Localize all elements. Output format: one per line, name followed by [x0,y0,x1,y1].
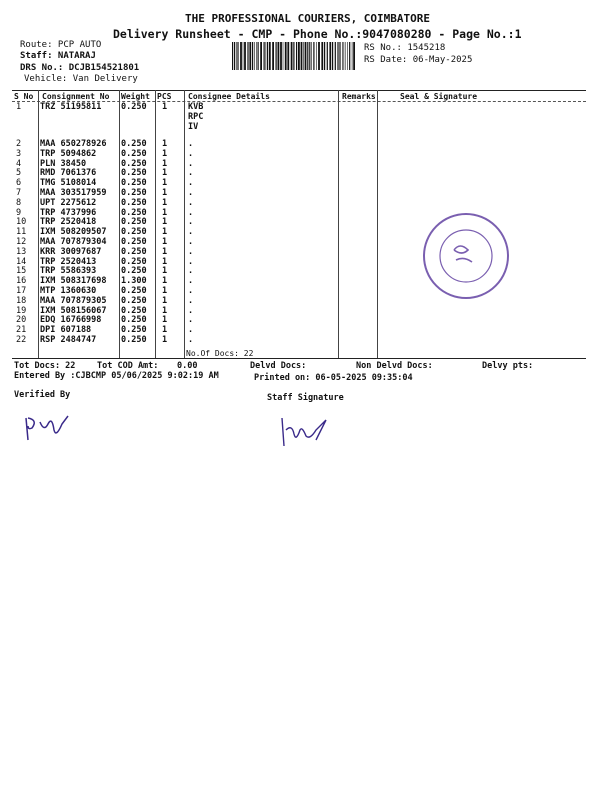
table-bottom-rule [12,358,586,359]
row-pcs: 1 [162,246,168,257]
row-sno: 1 [16,102,22,112]
row-pcs: 1 [162,148,168,159]
table-row [12,159,212,169]
staff-label: Staff: NATARAJ [20,51,96,61]
row-consignment-no: IXM 508209507 [40,227,107,238]
row-weight: 0.250 [121,325,147,336]
row-sno: 22 [16,335,27,345]
row-consignment-no: TRP 4737996 [40,207,97,218]
non-delvd-docs: Non Delvd Docs: [356,361,433,371]
row-consignment-no: MAA 303517959 [40,188,107,198]
table-row [12,217,212,227]
row-consignee: . [188,148,194,159]
company-title: THE PROFESSIONAL COURIERS, COIMBATORE [185,12,431,25]
table-row [12,178,212,188]
row-pcs: 1 [162,315,168,326]
row-consignee: . [188,246,194,257]
row-consignee: . [188,256,194,267]
barcode-image [232,42,356,70]
row-weight: 0.250 [121,207,147,218]
table-row [12,198,212,208]
row-pcs: 1 [162,207,168,218]
row-sno: 4 [16,158,22,169]
row-sno: 7 [16,188,22,198]
row-weight: 0.250 [121,246,147,257]
table-row [12,149,212,159]
row-consignee: . [188,207,194,218]
row-consignee: . [188,217,194,228]
rs-number: RS No.: 1545218 [364,43,446,53]
tot-docs: Tot Docs: 22 [14,361,76,371]
row-weight: 0.250 [121,266,147,277]
row-consignment-no: TMG 5108014 [40,178,97,189]
row-consignment-no: EDQ 16766998 [40,315,102,326]
no-of-docs: No.Of Docs: 22 [186,349,254,358]
col-divider [338,90,339,358]
staff-signature [276,410,346,452]
col-header-pcs: PCS [157,92,172,101]
row-weight: 0.250 [121,148,147,159]
row-weight: 0.250 [121,139,147,149]
table-row [12,102,212,132]
row-pcs: 1 [162,276,168,287]
row-consignee: . [188,295,194,306]
row-weight: 0.250 [121,217,147,228]
row-weight: 0.250 [121,102,147,112]
row-pcs: 1 [162,335,168,345]
row-consignment-no: IXM 508317698 [40,276,107,287]
row-pcs: 1 [162,158,168,169]
row-weight: 0.250 [121,158,147,169]
row-sno: 6 [16,178,22,189]
row-consignment-no: MTP 1360630 [40,286,97,296]
row-sno: 2 [16,139,22,149]
row-consignment-no: IXM 508156067 [40,305,107,316]
table-row [12,168,212,178]
row-pcs: 1 [162,295,168,306]
row-weight: 0.250 [121,197,147,208]
row-consignment-no: KRR 30097687 [40,246,102,257]
tot-cod-amount: 0.00 [177,361,198,371]
table-row [12,257,212,267]
row-weight: 0.250 [121,315,147,326]
row-consignment-no: DPI 607188 [40,325,92,336]
row-consignee: . [188,305,194,316]
row-consignee: . [188,276,194,287]
staff-signature-label: Staff Signature [267,393,344,403]
tot-cod-label: Tot COD Amt: [97,361,159,371]
row-sno: 20 [16,315,27,326]
table-row [12,227,212,237]
row-pcs: 1 [162,325,168,336]
row-sno: 9 [16,207,22,218]
col-header-consignment: Consignment No [42,92,110,101]
row-pcs: 1 [162,266,168,277]
row-weight: 0.250 [121,237,147,247]
row-consignment-no: TRZ 51195811 [40,102,102,112]
row-sno: 17 [16,286,27,296]
row-consignee: . [188,158,194,169]
row-sno: 16 [16,276,27,287]
row-pcs: 1 [162,286,168,296]
row-consignee: . [188,227,194,238]
vehicle-label: Vehicle: Van Delivery [24,74,138,84]
row-pcs: 1 [162,217,168,228]
row-pcs: 1 [162,237,168,247]
delvd-docs: Delvd Docs: [250,361,307,371]
table-row [12,306,212,316]
row-weight: 0.250 [121,178,147,189]
col-header-weight: Weight [121,92,150,101]
row-weight: 1.300 [121,276,147,287]
bank-seal-stamp [420,210,512,302]
row-consignee: . [188,266,194,277]
row-pcs: 1 [162,102,168,112]
row-weight: 0.250 [121,256,147,267]
row-consignment-no: MAA 707879305 [40,295,107,306]
rs-date: RS Date: 06-May-2025 [364,55,473,65]
table-row [12,325,212,335]
row-sno: 15 [16,266,27,277]
row-pcs: 1 [162,227,168,238]
row-weight: 0.250 [121,305,147,316]
row-pcs: 1 [162,197,168,208]
route-label: Route: PCP AUTO [20,40,102,50]
col-header-consignee: Consignee Details [188,92,270,101]
row-weight: 0.250 [121,286,147,296]
row-sno: 21 [16,325,27,336]
row-sno: 13 [16,246,27,257]
row-pcs: 1 [162,188,168,198]
col-header-sno: S No [14,92,34,101]
row-sno: 11 [16,227,27,238]
row-consignee: . [188,325,194,336]
row-weight: 0.250 [121,168,147,179]
table-row [12,286,212,296]
row-consignment-no: MAA 707879304 [40,237,107,247]
row-pcs: 1 [162,139,168,149]
row-consignee: . [188,335,194,345]
row-consignee: . [188,315,194,326]
table-row [12,296,212,306]
row-sno: 12 [16,237,27,247]
row-consignment-no: TRP 5094862 [40,148,97,159]
delvy-pts: Delvy pts: [482,361,534,371]
table-row [12,208,212,218]
table-row [12,139,212,149]
row-consignment-no: MAA 650278926 [40,139,107,149]
table-row [12,247,212,257]
row-sno: 14 [16,256,27,267]
table-row [12,315,212,325]
col-header-seal-signature: Seal & Signature [400,92,478,101]
row-consignment-no: PLN 38450 [40,158,87,169]
row-weight: 0.250 [121,335,147,345]
row-consignment-no: RMD 7061376 [40,168,97,179]
verifier-signature [18,410,78,445]
row-consignee: KVB RPC IV [188,102,204,132]
row-consignment-no: TRP 5586393 [40,266,97,277]
row-pcs: 1 [162,178,168,189]
entered-by: Entered By :CJBCMP 05/06/2025 9:02:19 AM [14,371,219,381]
row-consignment-no: UPT 2275612 [40,197,97,208]
row-pcs: 1 [162,305,168,316]
printed-on: Printed on: 06-05-2025 09:35:04 [254,373,413,383]
table-row [12,335,212,345]
table-top-rule [12,90,586,91]
row-consignee: . [188,178,194,189]
drs-number: DRS No.: DCJB154521801 [20,63,140,73]
row-sno: 5 [16,168,22,179]
row-sno: 19 [16,305,27,316]
col-divider [377,90,378,358]
verified-by-label: Verified By [14,390,71,400]
row-consignee: . [188,286,194,296]
row-consignment-no: TRP 2520413 [40,256,97,267]
row-weight: 0.250 [121,188,147,198]
table-row [12,276,212,286]
row-sno: 3 [16,148,22,159]
row-sno: 10 [16,217,27,228]
table-row [12,188,212,198]
row-consignee: . [188,168,194,179]
row-consignee: . [188,237,194,247]
row-consignee: . [188,197,194,208]
row-pcs: 1 [162,168,168,179]
row-pcs: 1 [162,256,168,267]
row-weight: 0.250 [121,227,147,238]
row-sno: 18 [16,295,27,306]
row-consignee: . [188,188,194,198]
row-consignment-no: TRP 2520418 [40,217,97,228]
col-header-remarks: Remarks [342,92,376,101]
table-row [12,237,212,247]
runsheet-subtitle: Delivery Runsheet - CMP - Phone No.:9047080280 - Page No.:1 [113,27,522,41]
row-weight: 0.250 [121,295,147,306]
table-row [12,266,212,276]
row-sno: 8 [16,197,22,208]
row-consignment-no: RSP 2484747 [40,335,97,345]
row-consignee: . [188,139,194,149]
